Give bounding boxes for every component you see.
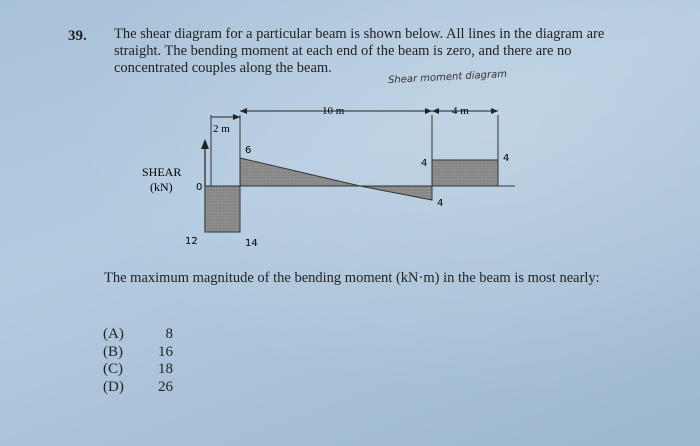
- choice-d[interactable]: [103, 379, 173, 397]
- choice-label: (B): [103, 343, 123, 360]
- dim-arrow-4m-left: [432, 108, 439, 114]
- choice-value: 8: [165, 326, 173, 342]
- handwritten-note: Shear moment diagram: [387, 68, 508, 87]
- choice-label: (A): [103, 326, 124, 342]
- answer-choices: [103, 326, 173, 396]
- choice-label: (D): [103, 378, 124, 395]
- shear-label: SHEAR: [142, 165, 182, 179]
- question-prompt: The maximum magnitude of the bending moment (kN·m) in the beam is most nearly:: [104, 270, 600, 286]
- dim-arrow-10m-right: [425, 108, 432, 114]
- choice-value: 26: [158, 378, 173, 395]
- shear-region-positive-end: [432, 160, 498, 186]
- dim-label-10m: 10 m: [322, 105, 345, 117]
- choice-c[interactable]: [103, 361, 173, 379]
- question-text: The shear diagram for a particular beam is shown below. All lines in the diagram are straight. The bending moment at each end of the beam is zero, and there are no concentrated couples along the beam.: [114, 26, 605, 76]
- unit-label: (kN): [150, 180, 173, 194]
- question-number: 39.: [68, 28, 87, 44]
- choice-b[interactable]: [103, 344, 173, 362]
- shear-region-positive-decreasing: [240, 158, 360, 186]
- shear-region-negative-2: [360, 186, 432, 200]
- value-right-pos-left: 4: [421, 158, 428, 169]
- dim-arrow-10m-left: [240, 108, 247, 114]
- dim-arrow-4m-right: [491, 108, 498, 114]
- choice-value: 18: [158, 361, 173, 377]
- value-right-pos-right: 4: [503, 153, 510, 164]
- dim-label-4m: 4 m: [452, 105, 469, 117]
- value-mid-end-neg: 4: [437, 198, 444, 209]
- choice-label: (C): [103, 361, 123, 377]
- shear-axis-arrow: [201, 139, 209, 149]
- choice-value: 16: [158, 343, 173, 360]
- value-after-jump-neg: 14: [245, 238, 258, 249]
- choice-a[interactable]: [103, 326, 173, 344]
- dim-arrow-2m: [233, 114, 240, 120]
- shear-region-negative-1: [205, 186, 240, 232]
- value-left-after-pos: 6: [245, 145, 252, 156]
- dim-label-2m: 2 m: [213, 123, 230, 135]
- value-left-neg: 12: [185, 236, 198, 247]
- zero-label: 0: [196, 182, 203, 193]
